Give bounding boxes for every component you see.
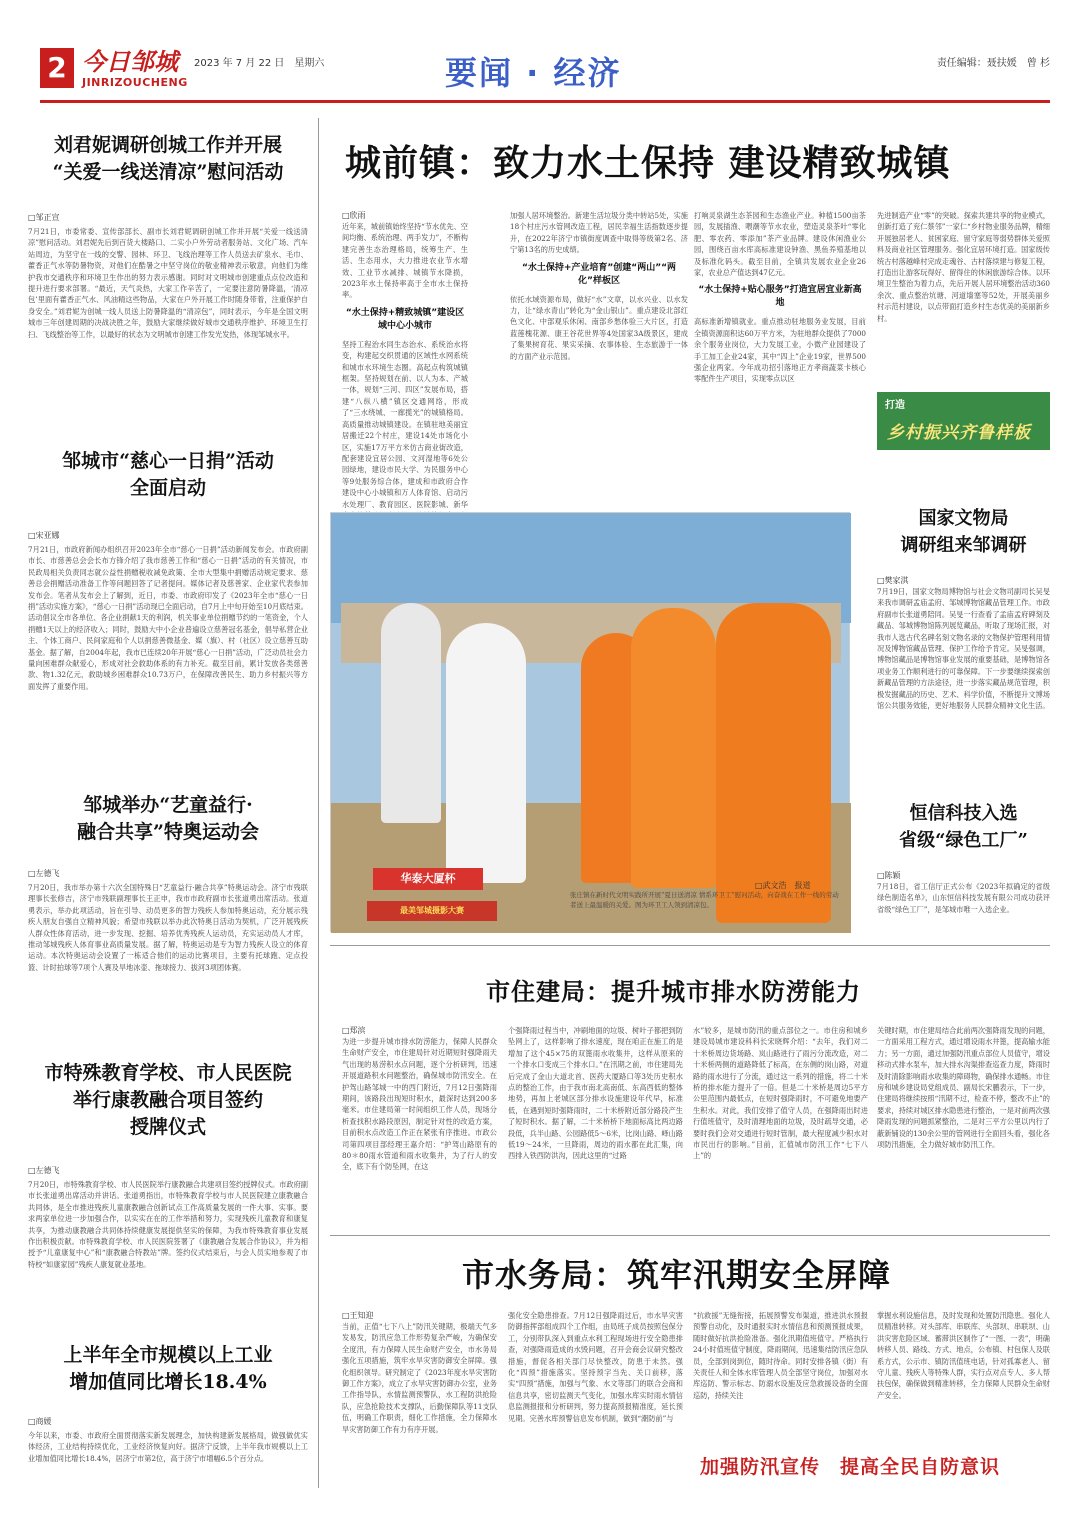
paragraph: 加强人居环境整治。新建生活垃圾分类中转站5处，实施18个村庄污水管网改造工程，居民幸福生活指数逐步提升，在2022年济宁市镇街度调查中取得等级第2名、济宁第13名的历史成绩。 xyxy=(510,211,688,255)
housing-column-4: 关键时期，市住建局结合此前两次强降雨发现的问题，一方面采用工程方式，通过增设雨水井篦，提高输水能力；另一方面，通过加强防汛重点部位人员值守，增设移动式排水泵车，加大排水沟渠排查巡查力度，降雨时及时清除影响雨水收集的障碍物，确保排水通畅。市住房和城乡建设局党组成员、副局长宋鹏表示，下一步，住建局将继续按照“汛期不过，检查不停，整改不止”的要求，持续对城区排水隐患进行整治，一是对前两次强降雨发现的问题抓紧整治，二是对三平方公里以内行了蔽新铺设的130余公里的管网进行全面回头看，强化各项防汛措施，全力做好城市防汛工作。 xyxy=(877,1026,1050,1150)
water-column-2: 强化安全隐患排查。7月12日强降雨过后，市水旱灾害防御指挥部组成四个工作组，由局班子成员按照包保分工，分别带队深入到重点水利工程现场进行安全隐患排查，对强降雨造成的水毁问题，召开会商会议研究整改措施，督促各相关部门尽快整改，防患于未然。强化“四预”措施落实。坚持预字当先、关口前移，落实“四预”措施，加强与气象、水文等部门的联合会商和信息共享，密切监测天气变化，加强水库实时雨水情信息监测报报和分析研判，努力提高预报精准度，延长预见期。完善水库预警信息发布机制，做到“潮防前”与 xyxy=(508,1311,683,1423)
masthead-logo: 今日邹城 xyxy=(82,47,178,76)
article-body: 7月21日，市政府新闻办组织召开2023年全市“慈心一日捐”活动新闻发布会。市政府副市长、市慈善总会会长布方锋介绍了我市慈善工作和“慈心一日捐”活动的有关情况，市民政局相关负责同志就公益性捐赠税收减免政策、全市大型集中捐赠活动规定要求、慈善总会捐赠活动准备工作等问题回答了记者提问。媒体记者及慈善家、企业家代表参加发布会。笔者从发布会上了解到，近日，市委、市政府印发了《2023年全市“慈心一日捐”活动实施方案》，“慈心一日捐”活动现已全面启动，自7月上中旬开始至10月底结束。活动倡议全市各单位、各企业捐献1天的利润，机关事业单位捐赠节约的一笔资金，个人捐赠1天以上的经济收入；同时，鼓励大中小企业普遍设立慈善冠名基金，倡导私营企业主、个体工商户、民间家庭和个人以捐慈善微基金、媒（旗）、村（社区）设立慈善互助基金。据了解，自2004年起，我市已连续20年开展“慈心一日捐”活动，广泛动员社会力量向困难群众献爱心，形成对社会救助体系的有力补充。截至目前，累计发放各类慈善款、物1.32亿元，救助城乡困难群众10.73万户，在保障改善民生、助力乡村振兴等方面发挥了重要作用。 xyxy=(28,545,308,691)
article-title xyxy=(28,1342,308,1396)
water-column-4: 掌握水利设施信息，及时发现和处置防汛隐患。强化人员精准转移。对头部库、串联库、头部坝、串联坝、山洪灾害危险区域、蓄滞洪区制作了“一图、一表”，明确转移人员、路线、方式、地点，公布镇、村包保人及联系方式，公示市、镇防汛值班电话，针对孤寡老人、留守儿童、残疾人等特殊人群，实行点对点专人、多人帮扶包保，确保做到精准转移，全力保障人民群众生命财产安全。 xyxy=(877,1311,1050,1400)
paragraph: 为进一步提升城市排水防涝能力，保障人民群众生命财产安全，市住建局针对近期短时强降雨天气出现的易涝积水点问题，逐个分析研判，迅速开展道路积水问题整治，确保城市防汛安全。在护驾山路邹城一中的西门附近，7月12日强降雨期间，该路段出现短时积水，最深时达到200多毫米。市住建局第一时间组织工作人员，现场分析查找积水路段原因，制定针对性的改造方案，目前积水点改造工作正在紧张有序推进。市政公司第四项目部经理王嘉介绍：“护驾山路原有的80＊80雨水管道和雨水收集井，为了行人的安全，底下有个防坠网，在这 xyxy=(342,1037,497,1172)
lead-headline: 城前镇：致力水土保持 建设精致城镇 xyxy=(345,143,951,184)
lead-column-2 xyxy=(510,210,688,472)
photo-credit: □武文浩 报道 xyxy=(755,881,811,890)
title-line: 全面启动 xyxy=(129,477,206,499)
section-rule xyxy=(330,1235,1050,1236)
title-line: 邹城市“慈心一日捐”活动 xyxy=(62,450,274,472)
article-title xyxy=(28,448,308,502)
paragraph: 当前，正值“七下八上”防汛关键期，极端天气多发易发，防汛应急工作形势复杂严峻，为确保安全度汛，有力保障人民生命财产安全，市水务局强化五项措施，筑牢水旱灾害防御安全屏障。强化组织领导。研究制定了《2023年度水旱灾害防御工作方案》，成立了水旱灾害防御办公室，业务工作指导队，水情监测预警队，水工程防洪抢险队，应急抢险技术支撑队，后勤保障队等11支队伍，明确工作职责，细化工作措施，全力保障水旱灾害防御工作有力有序开展。 xyxy=(342,1322,497,1434)
title-line: 邹城举办“艺童益行· xyxy=(83,794,253,816)
title-line: 增加值同比增长18.4% xyxy=(69,1371,267,1393)
title-line: 省级“绿色工厂” xyxy=(899,830,1028,851)
paragraph: 坚持工程治水同生态治水、系统治水将变，构建起交织贯通的区域性水网系统和城市水环境生态圈。高起点构筑城镇框架。坚持规划在前、以人为本、产城一体，规划“三河、四区”发展布局，搭建“八纵八横”镇区交通网络，形成了“三水绕城、一廊揽光”的城镇格局。高质量推动城镇建设。在镇驻地美丽宜居搬迁22个村庄，建设14处市场化小区，实施17万平方米仿古商业街改造，配套建设宜居公园、文河湿地等6处公园绿地，建设市民大学、为民服务中心等9处服务综合体，建成和市政府合作建设中心小城镇和万人体育馆、启动污水处理厂、教育园区、医院影城、新华 xyxy=(342,339,468,509)
paragraph: 依托水域资源布局，做好“水”文章，以水兴业、以水发力，让“绿水青山”转化为“金山银山”。重点建设北部红色文化、中部观乐休闲、南部乡愁体验三大片区，打造蓝莲槐花源、康王谷花世界等4处国家3A级景区，建成了集果树育花、果实采摘、农事体验、生态旅游于一体的方面产业示范园。 xyxy=(510,294,688,361)
byline: □左德飞 xyxy=(28,869,60,878)
issue-date: 2023 年 7 月 22 日 星期六 xyxy=(194,58,325,69)
column-divider xyxy=(318,118,319,1488)
page-header xyxy=(40,40,1050,98)
title-line: 市特殊教育学校、市人民医院 xyxy=(44,1062,292,1084)
paragraph: 近年来，城前镇始终坚持“节水优先、空间均衡、系统治理、两手发力”，不断构建完善生态治理格局，统筹生产、生活、生态用水，大力推进农业节水增效、工业节水减排、城镇节水降损，2023年水土保持率高于全市水土保持率。 xyxy=(342,222,468,300)
banner-tag: 打造 xyxy=(885,400,905,411)
editor-credits: 责任编辑：聂扶媛 曾 杉 xyxy=(936,58,1050,69)
article-body: 7月20日，市特殊教育学校、市人民医院举行康教融合共建项目签约授牌仪式。市政府副市长张道勇出席活动并讲话。张道勇指出，市特殊教育学校与市人民医院建立康教融合共同体，是全市推进残疾儿童康教融合创新试点工作高质量发展的一件大事、实事。要求两家单位进一步加强合作，以实实在在的工作举措和努力，实现残疾儿童教育和康复共享，为推动康教融合共同体持续健康发展提供坚实的保障，为我市特殊教育事业发展作出积极贡献。市特殊教育学校、市人民医院签署了《康教融合发展合作协议》，并为相授予“儿童康复中心”和“康教融合特教站”牌。签约仪式结束后，与会人员实地参观了市特校“如康家园”残疾人康复就业基地。 xyxy=(28,1180,308,1269)
water-column-3: “抗救援”无缝衔接，拓展预警发布渠道，推进洪水预报预警自动化，及时通报实时水情信息和预测预报成果，随时做好抗洪抢险准备。强化汛期值班值守。严格执行24小时值班值守制度，降雨期间，迅速集结防汛应急队员，全部到岗到位，随时待命。同时安排各镇（街）有关责任人和全体水库管理人员全部坚守岗位，加强对水库巡防、警示标志、防溺水设施及应急救援设备的全面巡防，持续关注 xyxy=(693,1311,868,1400)
article-title xyxy=(28,1060,308,1141)
article-body-green-factory xyxy=(877,870,1050,934)
photo-contest-sign: 华泰大厦杯 xyxy=(373,868,483,890)
title-line: 刘君妮调研创城工作并开展 xyxy=(53,134,282,156)
article-industrial-growth xyxy=(28,1342,308,1488)
banner-text: 乡村振兴齐鲁样板 xyxy=(887,423,1031,443)
page-number: 2 xyxy=(40,48,74,88)
housing-column-3: 水”较多，是城市防汛的重点部位之一。市住房和城乡建设局城市建设科科长宋晓辉介绍：“去年，我们对二十米桥周边货场路、岚山路进行了雨污分流改造，对二十米桥两侧的道路降低了标高，在东侧的岗山路，对道路的雨水进行了分流，通过这一系列的措施，将二十米桥的排水能力提升了一倍。但是二十米桥是周边5平方公里范围内最低点，在短时强降雨时，不可避免地要产生积水。对此，我们安排了值守人员，在强降雨出时进行值班值守，及时清理地面的垃圾，及时疏导交通，必要时我们会对交通进行短时管制，最大程度减少积水对市民出行的影响。”目前，汇值城市防汛工作“七下八上”的 xyxy=(693,1026,868,1161)
lead-column-3 xyxy=(694,210,866,472)
subheading: “水土保持+精致城镇”建设区域中心小城市 xyxy=(345,307,465,331)
paragraph: 先进制造产业“零”的突破。探索共建共享的物业模式，创新打造了兖仁蔡邻”一家仁“乡村物业服务品牌，精细开展独居老人、贫困家庭、留守家庭等弱势群体关爱照料及商业社区管理服务。强化宜居环境打造。国家级传统古村落越峰村完成走魂谷、古村落续建与修复工程，打造出让游客玩得好、留得住的休闲旅游综合体。以环境卫生整治为着力点，先后开展人居环境整治活动360余次、重点整治坑塘、河道墙塞等52处，开展美丽乡村示范村建设，以点带面打造乡村生态优美的美丽新乡村。 xyxy=(877,211,1050,323)
flood-prevention-slogan: 加强防汛宣传 提高全民自防意识 xyxy=(700,1456,1001,1478)
photo-caption: 张庄镇在新时代文明实践所开展“夏日送清凉 情系环卫工”慰问活动，向奋战在工作一线的劳动者送上最温暖的关爱。图为环卫工人领到清凉包。 xyxy=(570,891,839,909)
article-body-cultural-relics xyxy=(877,575,1050,785)
article-kangjiao-ronghe xyxy=(28,1060,308,1315)
news-photo xyxy=(330,512,850,932)
section-rule xyxy=(330,945,1050,946)
title-line: 恒信科技入选 xyxy=(909,803,1018,824)
article-liu-junni xyxy=(28,132,308,424)
article-special-olympics xyxy=(28,792,308,1030)
byline: □郑滨 xyxy=(342,1026,366,1035)
title-line: 国家文物局 xyxy=(918,508,1009,529)
byline: □王知迎 xyxy=(342,1311,374,1320)
title-line: 调研组来邹调研 xyxy=(900,535,1027,556)
paragraph: 高标准新增镇就业。重点推动驻地服务业发展，目前全镇资源面积达60万平方米，为驻地群众提供了7000余个服务业岗位，大力发展工业，小微产业园建设了手工加工企业24家，其中“四上”企业19家，世界500强企业两家。今年成功招引落地正方孝商蔬菜卡核心零配件生产项目，实现零点以区 xyxy=(694,317,866,384)
byline: □左德飞 xyxy=(28,1166,60,1175)
photo-person xyxy=(381,603,441,823)
byline: □宋亚娜 xyxy=(28,531,60,540)
lead-column-1 xyxy=(342,210,468,509)
photo-person-official xyxy=(446,623,526,883)
article-title xyxy=(28,132,308,186)
article-body: 7月21日，市委常委、宣传部部长、副市长刘君妮调研创城工作并开展“关爱一线送清凉”慰问活动。刘君妮先后到百货大楼路口、二实小户外劳动者服务站、文化广场、汽车站周边，为坚守在一线的交警、园林、环卫、飞线治理等工作人员送去矿泉水、毛巾、藿香正气水等防暑物资，对他们在酷暑之中坚守岗位的敬业精神表示敬意，向他们为维护我市交通秩序和环境卫生作出的努力表示感谢。同时对文明城市创建重点点位改造和提升进行要求部署。“最近，天气炎热，大家工作辛苦了，一定要注意防暑降温，‘清凉包’里面有藿香正气水、风油精这些物品，大家在户外开展工作时随身带着，注重保护自身安全。”刘君妮为创城一线人员送上防暑降温的“清凉包”，同时表示，今年是全国文明城市三年创建周期的决战决胜之年，鼓励大家继续做好城市交通秩序维护、环境卫生打扫、飞线整治等工作，以最好的状态为文明城市创建工作发光发热，体现邹城水平。 xyxy=(28,227,308,339)
section-title: 要闻 · 经济 xyxy=(445,54,622,92)
subheading: “水土保持+产业培育”创建“两山”“两化”样板区 xyxy=(521,262,677,286)
photo-person-sanitation-worker xyxy=(716,603,831,923)
title-line: “关爱一线送清凉”慰问活动 xyxy=(52,161,284,183)
article-cixin-yirijuan xyxy=(28,448,308,772)
paragraph: 打响灵泉湖生态茶园和生态渔业产业。种植1500亩茶园，发展插渔、喂潮等节水农业，塑造灵泉茶叶“零化肥、零农药、零添加”茶产业品牌。建设休闲渔业公园，围绕百亩水库高标准建设钟渔、黑鱼养殖基地以及标准化码头。截至目前，全镇共发展农业企业26家，农业总产值达到47亿元。 xyxy=(694,211,866,278)
title-line: 融合共享”特奥运动会 xyxy=(77,821,259,843)
rural-revitalization-banner xyxy=(877,392,1050,450)
housing-column-1 xyxy=(342,1025,497,1227)
header-rule xyxy=(40,100,1050,103)
headline-housing-bureau: 市住建局：提升城市排水防涝能力 xyxy=(486,978,861,1006)
article-title xyxy=(28,792,308,846)
byline: □欣雨 xyxy=(342,211,366,220)
housing-column-2: 个强降雨过程当中，冲刷地面的垃圾、树叶子都把到防坠网上了，这样影响了排水速度，现在咱正在施工的是增加了这个45×75的双篦雨水收集井，这样从原来的一个排水口变成三个排水口。”在汛期之前，市住建局先后完成了金山大道北首、医药大厦路口等3处历史积水点的整治工作，由于我市南北高南低、东高西低的整体地势，再加上老城区部分排水设施建设年代早，标准低，在遇到短时强降雨时，二十米桥附近部分路段产生了短时积水。据了解，二十米桥桥下地面标高比两边路段低，兵半山路、公园路低5～6米，比岗山路、峄山路低19～24米，一旦降雨，周边的雨水都在此汇集，向西排入铁西防洪沟，因此这里的“过路 xyxy=(508,1026,683,1161)
photo-contest-banner: 最美邹城摄影大赛 xyxy=(367,901,497,921)
headline-water-bureau: 市水务局：筑牢汛期安全屏障 xyxy=(462,1256,892,1294)
masthead-pinyin: JINRIZOUCHENG xyxy=(82,76,188,89)
title-line: 上半年全市规模以上工业 xyxy=(63,1344,273,1366)
byline: □邹正宣 xyxy=(28,213,60,222)
subheading: “水土保持+贴心服务”打造宜居宜业新高地 xyxy=(698,285,862,309)
article-title-green-factory xyxy=(877,800,1050,854)
article-body: 7月20日，我市举办第十六次全国特殊日“艺童益行·融合共享”特奥运动会。济宁市残联理事长张修吉，济宁市残联副理事长王正申，我市市政府副市长张道勇出席活动。张道勇表示，举办此项活动，旨在引导、动员更多的智力残疾人参加特奥运动，充分展示残疾人朋友自强自立精神风貌；希望市残联以举办此次特奥日活动为契机，广泛开展残疾人群众性体育活动，进一步发现、挖掘、培养优秀残疾人运动员，充实运动员人才库，推动邹城残疾人体育事业高质量发展。据了解，特奥运动是专为智力残疾人设立的体育运动。本次特奥运动会设置了一栋适合他们的运动比赛项目，主要有托球跑、定点投篮、计时拍球等7项个人赛及旱地冰壶、拖球接力、拔河3项团体赛。 xyxy=(28,883,308,972)
byline: □陈颖 xyxy=(877,871,901,880)
title-line: 授牌仪式 xyxy=(129,1116,206,1138)
article-title-cultural-relics xyxy=(877,505,1050,559)
title-line: 举行康教融合项目签约 xyxy=(72,1089,263,1111)
lead-column-4 xyxy=(877,210,1050,378)
article-body: 今年以来，市委、市政府全面贯彻落实新发展理念，加快构建新发展格局，做强做优实体经济，工业结构持续优化，工业经济恢复向好。据济宁反馈，上半年我市规模以上工业增加值同比增长18.4%，居济宁市第2位，高于济宁市增幅6.5个百分点。 xyxy=(28,1431,308,1463)
photo-person-sanitation-worker xyxy=(631,608,716,888)
water-column-1 xyxy=(342,1310,497,1486)
paragraph: 7月18日，省工信厅正式公布《2023年拟确定的省级绿色制造名单》，山东恒信科技发展有限公司成功获评省级“绿色工厂”，是邹城市唯一入选企业。 xyxy=(877,882,1050,914)
paragraph: 7月19日，国家文物局博物馆与社会文物司副司长吴旻来我市调研孟庙孟府、邹城博物馆藏品管理工作。市政府副市长张道勇陪同。吴旻一行查看了孟庙孟府碑刻及藏品、邹城博物馆陈列展览藏品，听取了现场汇报，对我市人选古代名碑名刻文物名录的文物保护管理利用情况及博物馆藏品管理、保护工作给予肯定。吴旻强调，博物馆藏品是博物馆事业发展的重要基础，是博物馆各项业务工作顺利进行的可靠保障。下一步要继续探索创新藏品管理的方法途径，进一步落实藏品规范管理，积极发掘藏品的历史、艺术、科学价值，不断提升文博场馆公共服务效能，更好地服务人民群众精神文化生活。 xyxy=(877,587,1050,711)
byline: □樊家淇 xyxy=(877,576,909,585)
byline: □商媛 xyxy=(28,1417,52,1426)
